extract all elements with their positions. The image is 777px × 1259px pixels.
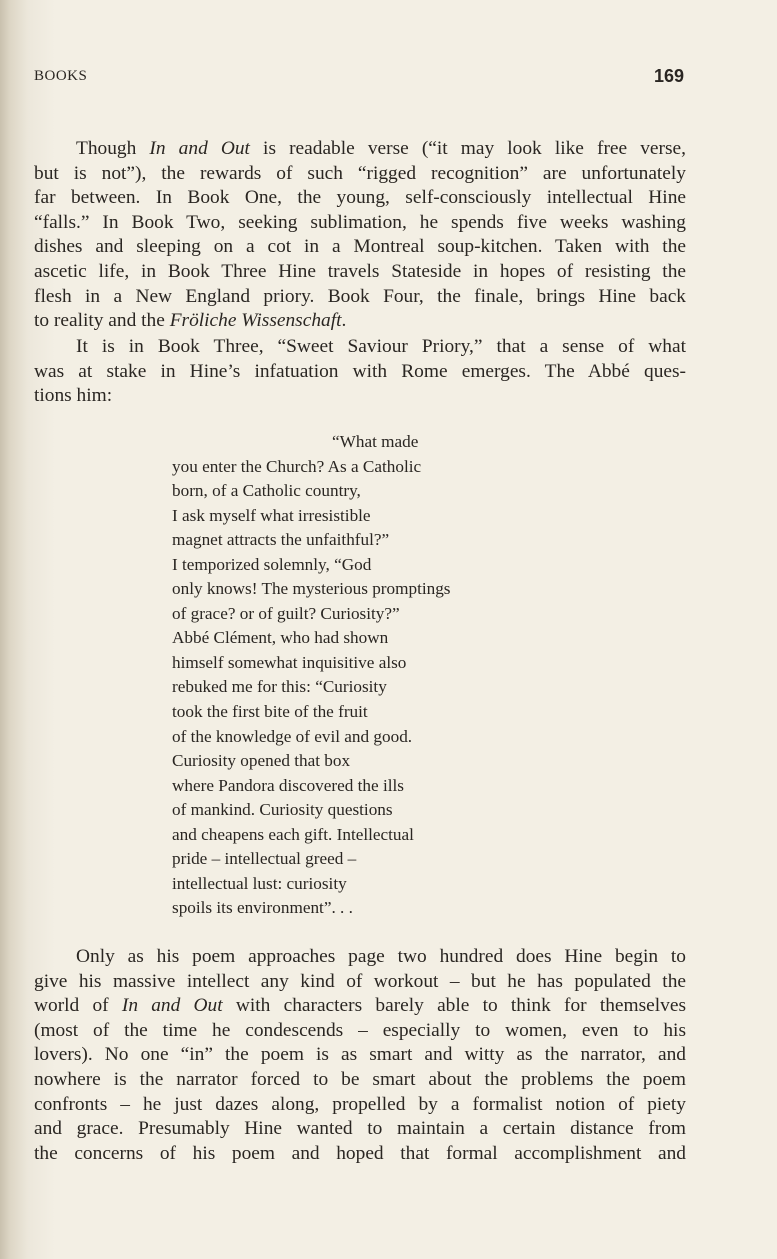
book-title: In and Out [121,995,223,1017]
verse-line: of the knowledge of evil and good. [172,726,413,746]
paragraph-1 [34,137,686,334]
verse-line: where Pandora discovered the ills [172,775,404,795]
text-line: tions him: [34,385,113,407]
text-line: It is in Book Three, “Sweet Saviour Priory,” that a sense of what [76,336,686,357]
book-title: In and Out [149,138,250,159]
text-line: and grace. Presumably Hine wanted to maintain a certain distance from [34,1118,686,1140]
text-line: Though In and Out is readable verse (“it may look like free verse, [76,138,686,159]
book-title: Fröliche Wissenschaft [169,310,342,332]
paragraph-3 [34,945,686,1166]
verse-line: of mankind. Curiosity questions [172,800,393,820]
text-line: dishes and sleeping on a cot in a Montreal soup-kitchen. Taken with the [34,236,686,258]
verse-line: Abbé Clément, who had shown [172,628,389,648]
text-line: give his massive intellect any kind of workout – but he has populated the [34,970,686,992]
section-label: BOOKS [34,68,88,84]
verse-line: “What made [332,432,419,451]
verse-line: magnet attracts the unfaithful?” [172,530,390,550]
text-line: confronts – he just dazes along, propelled by a formalist notion of piety [34,1093,686,1115]
verse-line: himself somewhat inquisitive also [172,652,407,672]
text-line: but is not”), the rewards of such “rigged recognition” are unfortunately [34,162,686,184]
text-line: nowhere is the narrator forced to be smart about the problems the poem [34,1068,686,1090]
verse-line: and cheapens each gift. Intellectual [172,824,414,844]
text-line: to reality and the Fröliche Wissenschaft. [34,310,347,332]
text-line: the concerns of his poem and hoped that formal accomplishment and [34,1142,686,1164]
page-number: 169 [653,66,684,86]
verse-line: I ask myself what irresistible [172,505,371,525]
verse-line: rebuked me for this: “Curiosity [172,677,387,697]
verse-line: of grace? or of guilt? Curiosity?” [172,603,400,623]
running-head [34,66,684,88]
text-line: was at stake in Hine’s infatuation with Rome emerges. The Abbé ques- [34,360,686,382]
text-line: “falls.” In Book Two, seeking sublimation, he spends five weeks washing [34,211,686,233]
verse-line: took the first bite of the fruit [172,702,368,722]
text-line: ascetic life, in Book Three Hine travels Stateside in hopes of resisting the [34,260,686,282]
text-line: Only as his poem approaches page two hundred does Hine begin to [76,946,686,967]
verse-quotation [172,430,451,921]
verse-line: only knows! The mysterious promptings [172,579,451,599]
verse-line: pride – intellectual greed – [172,849,357,869]
text-line: (most of the time he condescends – especially to women, even to his [34,1019,686,1041]
text-line: lovers). No one “in” the poem is as smart and witty as the narrator, and [34,1044,686,1066]
verse-line: spoils its environment”. . . [172,898,353,918]
text-line: world of In and Out with characters barely able to think for themselves [34,995,686,1017]
verse-line: I temporized solemnly, “God [172,554,372,574]
verse-line: you enter the Church? As a Catholic [172,456,422,476]
paragraph-2 [34,335,686,409]
verse-line: born, of a Catholic country, [172,481,361,501]
text-line: flesh in a New England priory. Book Four, the finale, brings Hine back [34,285,686,307]
verse-line: Curiosity opened that box [172,751,351,771]
text-line: far between. In Book One, the young, self-consciously intellectual Hine [34,187,686,209]
verse-line: intellectual lust: curiosity [172,873,347,893]
